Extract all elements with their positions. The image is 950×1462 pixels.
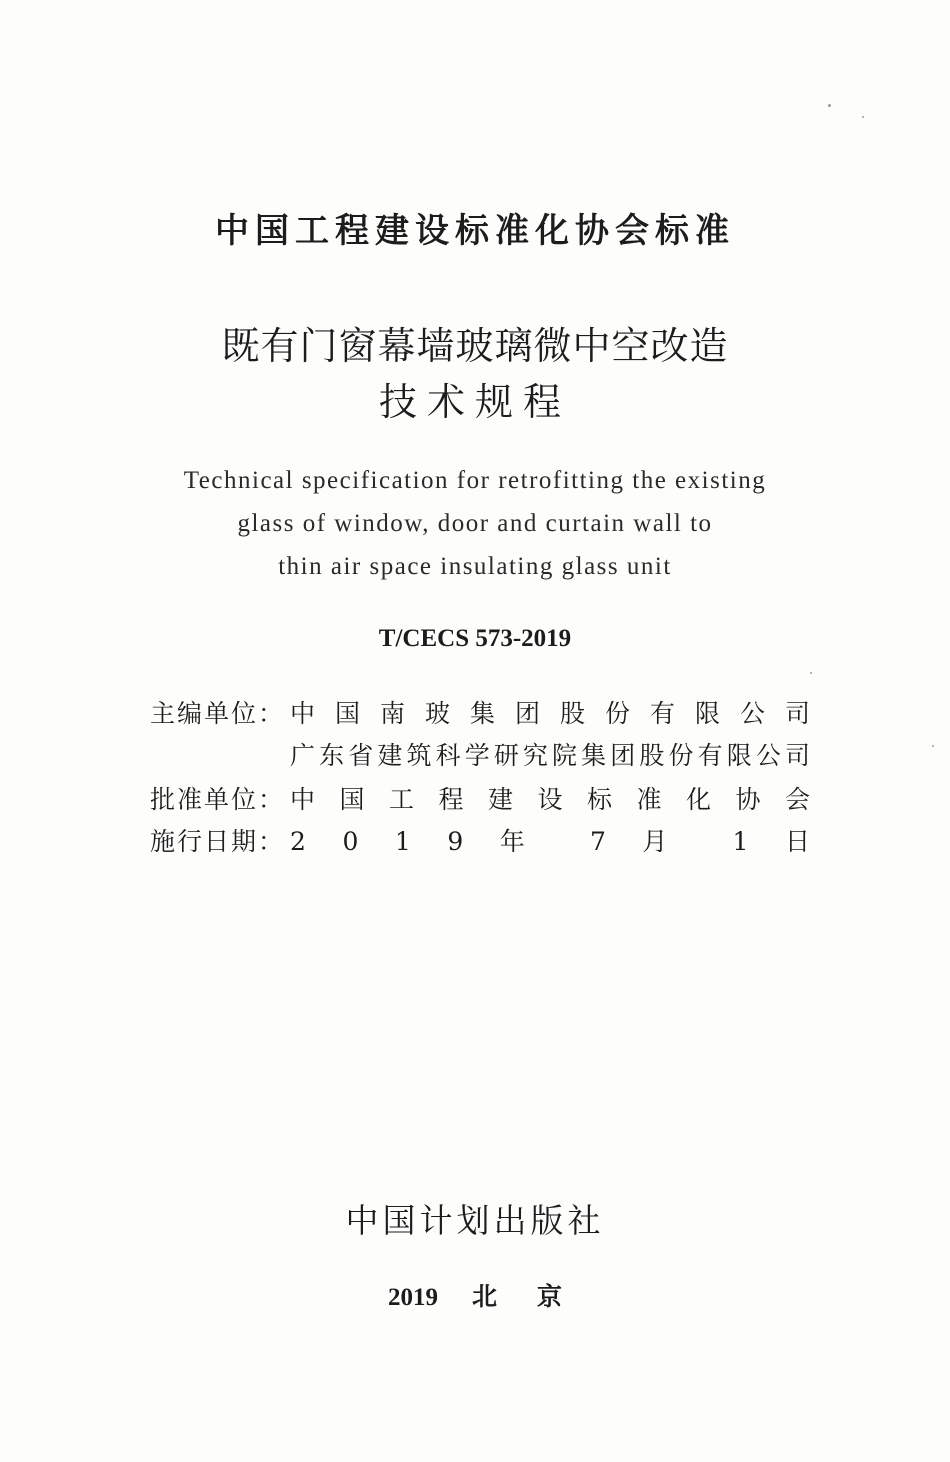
publication-year: 2019 — [387, 1284, 438, 1311]
scan-speck — [828, 104, 831, 107]
publisher-name: 中国计划出版社 — [345, 1201, 605, 1240]
editor-row — [150, 693, 810, 735]
scan-speck — [862, 116, 864, 118]
approver-label: 批准单位： — [150, 785, 286, 814]
effective-date-row — [150, 821, 810, 863]
scan-speck — [932, 745, 934, 747]
editor-row-secondary — [150, 735, 810, 777]
editor-org-primary: 中 国 南 玻 集 团 股 份 有 限 公 司 — [290, 699, 810, 728]
standard-number: T/CECS 573-2019 — [378, 625, 572, 652]
publication-city: 北京 — [471, 1284, 602, 1311]
title-en-line1: Technical specification for retrofitting the existing — [183, 467, 767, 494]
title-cn-line1: 既有门窗幕墙玻璃微中空改造 — [221, 324, 729, 368]
publication-line — [0, 1280, 950, 1316]
effective-date-label: 施行日期： — [150, 827, 286, 856]
scan-speck — [810, 672, 812, 674]
approver-row — [150, 779, 810, 821]
editor-label: 主编单位： — [150, 699, 286, 728]
editor-org-secondary: 广东省建筑科学研究院集团股份有限公司 — [290, 741, 810, 770]
title-en-line3: thin air space insulating glass unit — [278, 553, 672, 580]
title-en-line2: glass of window, door and curtain wall to — [237, 510, 713, 537]
title-cn-line2: 技术规程 — [378, 380, 571, 424]
org-standard-heading: 中国工程建设标准化协会标准 — [215, 211, 735, 251]
approver-org: 中 国 工 程 建 设 标 准 化 协 会 — [290, 785, 810, 814]
effective-date-value: 2 0 1 9 年 7 月 1 日 — [290, 827, 810, 856]
